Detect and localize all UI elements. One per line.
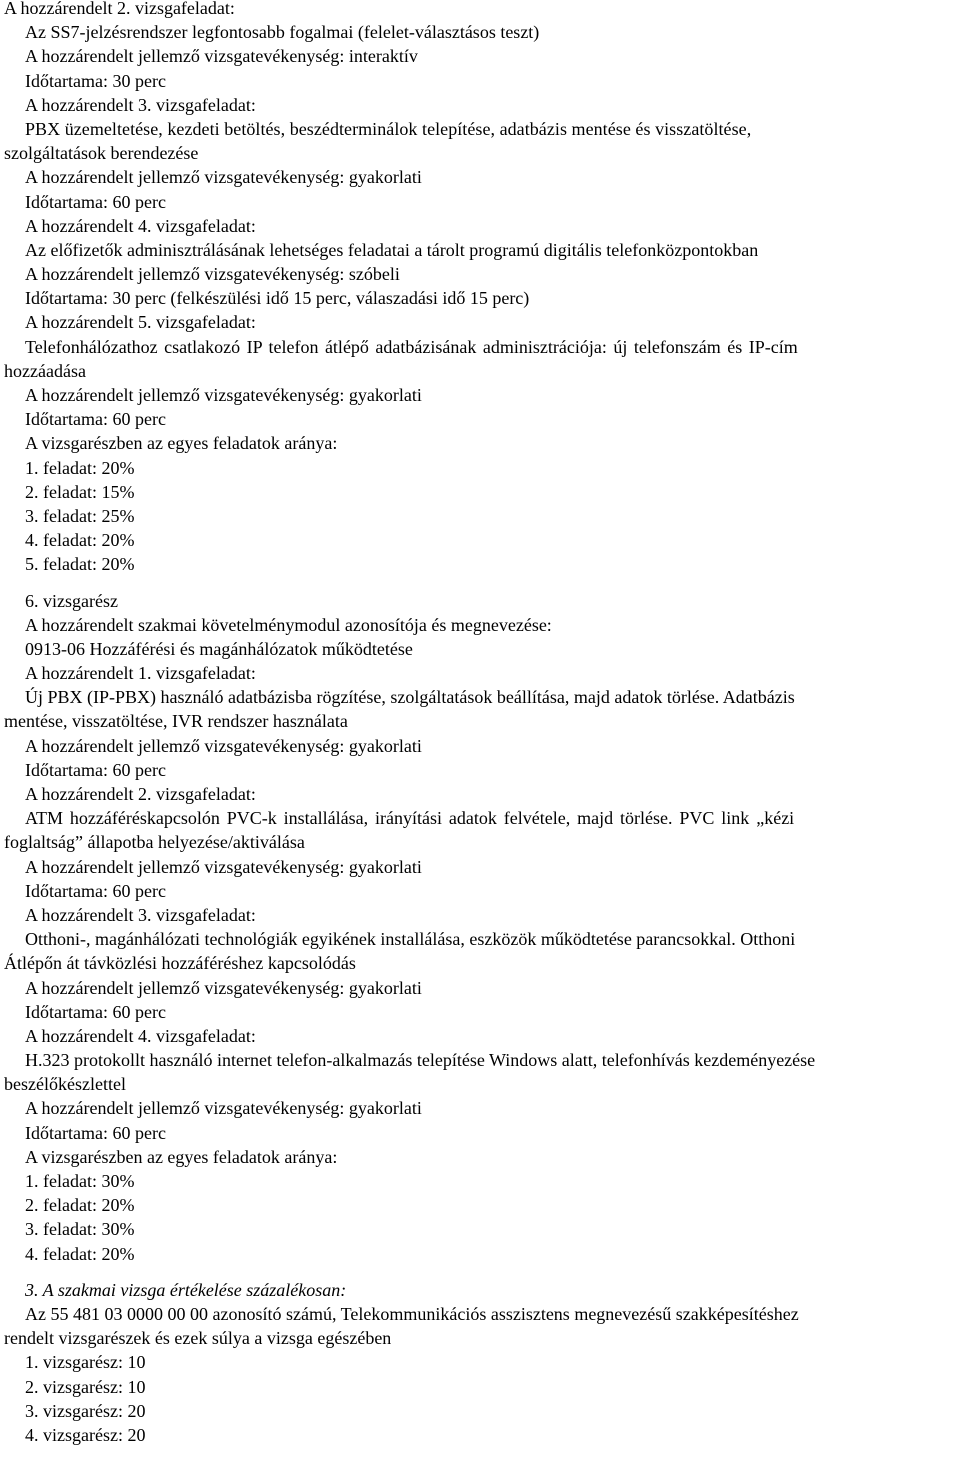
task-heading: A hozzárendelt 3. vizsgafeladat: xyxy=(25,94,256,115)
task-description-line: mentése, visszatöltése, IVR rendszer használata xyxy=(4,711,348,732)
ratio-item: 1. feladat: 20% xyxy=(25,457,135,478)
section-title: 6. vizsgarész xyxy=(25,590,118,611)
task-activity: A hozzárendelt jellemző vizsgatevékenység: gyakorlati xyxy=(25,977,422,998)
task-duration: Időtartama: 60 perc xyxy=(25,1001,166,1022)
module-name: 0913-06 Hozzáférési és magánhálózatok működtetése xyxy=(25,638,413,659)
task-description-line: hozzáadása xyxy=(4,360,86,381)
task-duration: Időtartama: 60 perc xyxy=(25,409,166,430)
weight-item: 4. vizsgarész: 20 xyxy=(25,1424,146,1445)
task-description-line: Átlépőn át távközlési hozzáféréshez kapcsolódás xyxy=(4,953,356,974)
task-description-line: Telefonhálózathoz csatlakozó IP telefon átlépő adatbázisának adminisztrációja: új telefonszám és IP-cím xyxy=(25,336,798,357)
ratio-item: 2. feladat: 20% xyxy=(25,1195,135,1216)
ratio-item: 5. feladat: 20% xyxy=(25,554,135,575)
task-activity: A hozzárendelt jellemző vizsgatevékenység: gyakorlati xyxy=(25,385,422,405)
task-description-line: szolgáltatások berendezése xyxy=(4,143,199,164)
task-description: Az SS7-jelzésrendszer legfontosabb fogalmai (felelet-választásos teszt) xyxy=(25,22,540,43)
task-description: Az előfizetők adminisztrálásának lehetséges feladatai a tárolt programú digitális telefonközpontokban xyxy=(25,239,759,260)
task-heading: A hozzárendelt 4. vizsgafeladat: xyxy=(25,215,256,236)
ratio-label: A vizsgarészben az egyes feladatok aránya: xyxy=(25,1146,338,1167)
section-title: 3. A szakmai vizsga értékelése százalékosan: xyxy=(25,1279,347,1300)
ratio-item: 1. feladat: 30% xyxy=(25,1171,135,1191)
task-activity: A hozzárendelt jellemző vizsgatevékenység: gyakorlati xyxy=(25,1098,422,1119)
ratio-item: 2. feladat: 15% xyxy=(25,481,135,502)
task-duration: Időtartama: 60 perc xyxy=(25,880,166,901)
task-duration: Időtartama: 60 perc xyxy=(25,759,166,780)
ratio-item: 3. feladat: 25% xyxy=(25,505,135,526)
task-description-line: foglaltság” állapotba helyezése/aktiválása xyxy=(4,832,305,853)
weight-item: 3. vizsgarész: 20 xyxy=(25,1400,146,1421)
task-activity: A hozzárendelt jellemző vizsgatevékenység: interaktív xyxy=(25,46,418,67)
ratio-item: 3. feladat: 30% xyxy=(25,1219,135,1240)
weight-item: 1. vizsgarész: 10 xyxy=(25,1352,146,1373)
task-heading: A hozzárendelt 2. vizsgafeladat: xyxy=(4,0,235,18)
task-description-line: ATM hozzáféréskapcsolón PVC-k installálása, irányítási adatok felvétele, majd törlése. PVC link „kézi xyxy=(25,808,795,829)
task-heading: A hozzárendelt 3. vizsgafeladat: xyxy=(25,904,256,925)
task-description-line: PBX üzemeltetése, kezdeti betöltés, beszédterminálok telepítése, adatbázis mentése és visszatöltése, xyxy=(25,118,752,139)
task-duration: Időtartama: 60 perc xyxy=(25,1122,166,1143)
task-description-line: H.323 protokollt használó internet telefon-alkalmazás telepítése Windows alatt, telefonhívás kezdeményezése xyxy=(25,1050,816,1071)
task-duration: Időtartama: 30 perc (felkészülési idő 15 perc, válaszadási idő 15 perc) xyxy=(25,288,530,309)
ratio-item: 4. feladat: 20% xyxy=(25,1243,135,1264)
task-activity: A hozzárendelt jellemző vizsgatevékenység: gyakorlati xyxy=(25,167,422,188)
task-heading: A hozzárendelt 5. vizsgafeladat: xyxy=(25,312,256,333)
module-label: A hozzárendelt szakmai követelménymodul azonosítója és megnevezése: xyxy=(25,614,552,635)
section-paragraph-line: rendelt vizsgarészek és ezek súlya a vizsga egészében xyxy=(4,1328,392,1349)
task-heading: A hozzárendelt 1. vizsgafeladat: xyxy=(25,663,256,684)
task-description-line: Új PBX (IP-PBX) használó adatbázisba rögzítése, szolgáltatások beállítása, majd adatok törlése. Adatbázis xyxy=(25,687,795,708)
weight-item: 2. vizsgarész: 10 xyxy=(25,1376,146,1397)
ratio-label: A vizsgarészben az egyes feladatok aránya: xyxy=(25,433,338,454)
task-activity: A hozzárendelt jellemző vizsgatevékenység: gyakorlati xyxy=(25,856,422,877)
task-description-line: beszélőkészlettel xyxy=(4,1074,126,1095)
task-heading: A hozzárendelt 4. vizsgafeladat: xyxy=(25,1025,256,1046)
task-activity: A hozzárendelt jellemző vizsgatevékenység: szóbeli xyxy=(25,264,400,285)
ratio-item: 4. feladat: 20% xyxy=(25,530,135,551)
task-duration: Időtartama: 60 perc xyxy=(25,191,166,212)
task-description-line: Otthoni-, magánhálózati technológiák egyikének installálása, eszközök működtetése parancsokkal. Otthoni xyxy=(25,929,796,950)
task-heading: A hozzárendelt 2. vizsgafeladat: xyxy=(25,784,256,804)
task-activity: A hozzárendelt jellemző vizsgatevékenység: gyakorlati xyxy=(25,735,422,756)
section-paragraph-line: Az 55 481 03 0000 00 00 azonosító számú, Telekommunikációs asszisztens megnevezésű szakképesítéshez xyxy=(25,1303,799,1324)
task-duration: Időtartama: 30 perc xyxy=(25,70,166,91)
